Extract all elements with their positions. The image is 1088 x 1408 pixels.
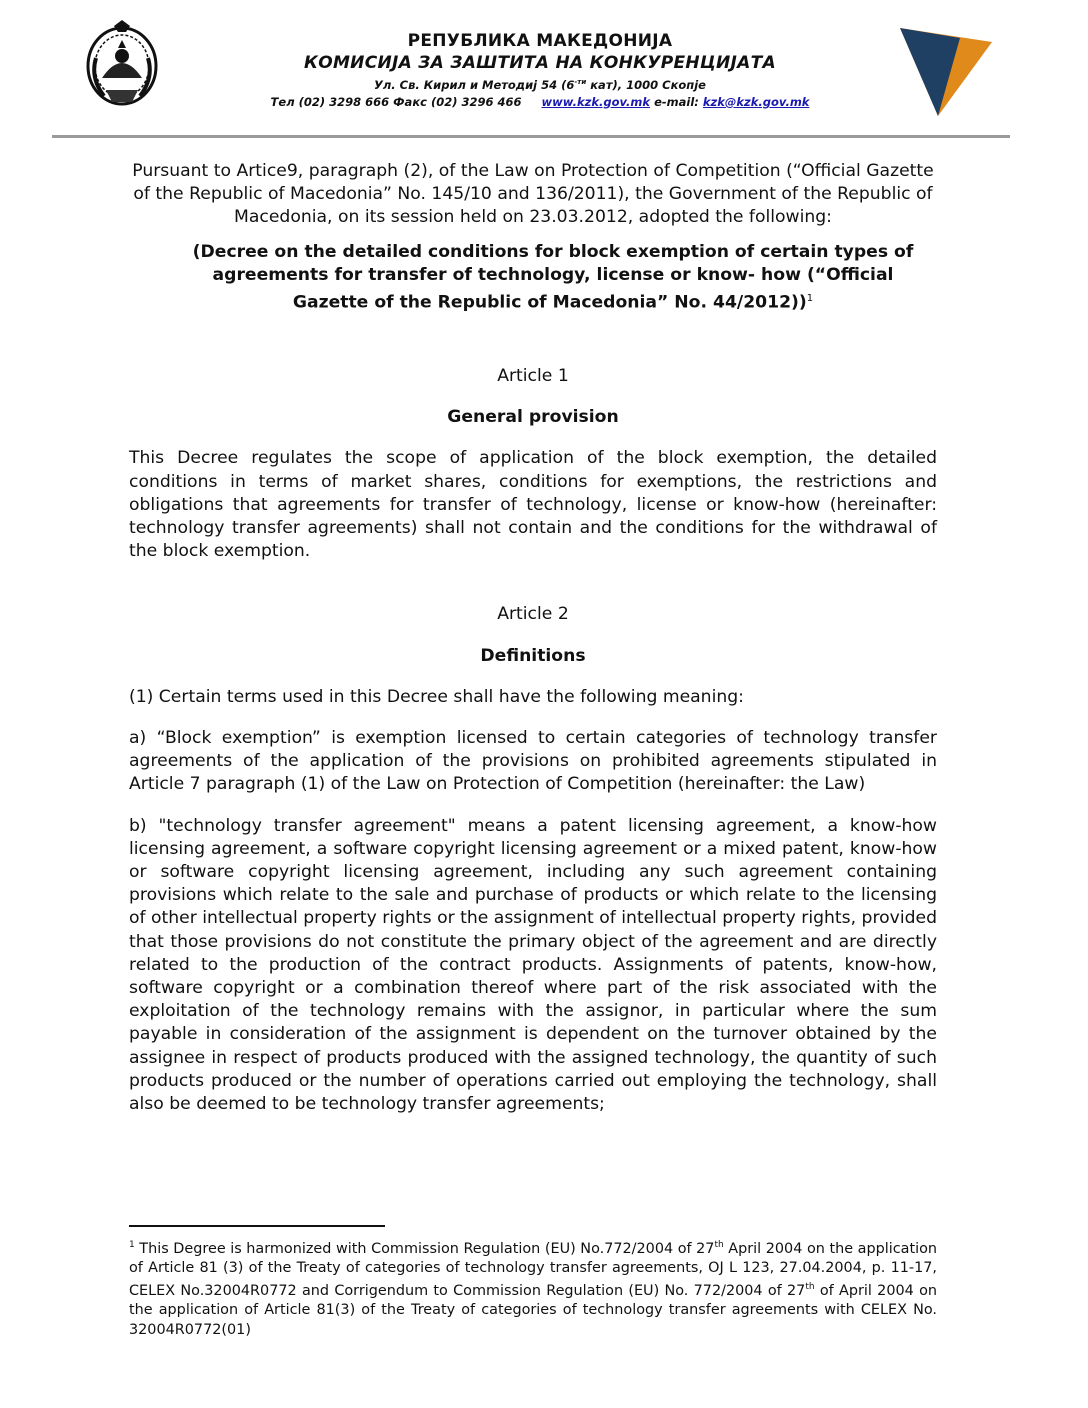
website-link[interactable]: www.kzk.gov.mk (541, 94, 651, 109)
article-2-item-b: b) "technology transfer agreement" means a patent licensing agreement, a know-how licensing agreement, a software copyright licensing agreement or a mixed patent, know-how or software copyright licensing agreement, including any such agreement containing provisions which relate to the sale and purchase of products or which relate to the licensing of other intellectual property rights or the assignment of intellectual property rights, provided that those provisions do not constitute the primary object of the agreement and are directly related to the production of the contract products. Assignments of patents, know-how, software copyright or a combination thereof where part of the risk associated with the exploitation of the technology remains with the assignor, in particular where the sum payable in consideration of the assignment is dependent on the turnover obtained by the assignee in respect of products produced with the assigned technology, the quantity of such products produced or the number of operations carried out employing the technology, shall also be deemed to be technology transfer agreements; (129, 815, 937, 1115)
footnote-mark: 1 (129, 1240, 135, 1250)
email-label: e-mail: (654, 94, 699, 109)
footnote: $^1$ This Degree is harmonized with Commission Regulation (EU) No.772/2004 of 27th April 2004 on the application of Article 81 (3) of the Treaty of categories of technology transfer agreements, OJ L 123, 27.04.2004, p. 11-17, CELEX No.32004R0772 and Corrigendum to Commission Regulation (EU) No. 772/2004 of 27th of April 2004 on the application of Article 81(3) of the Treaty of categories of technology transfer agreements with CELEX No. 32004R0772(01) (129, 1240, 938, 1338)
document-body (129, 160, 937, 1116)
article-1-number: Article 1 (497, 365, 569, 386)
letterhead-commission: КОМИСИЈА ЗА ЗАШТИТА НА КОНКУРЕНЦИЈАТА (304, 53, 776, 73)
article-2-paragraph-1: (1) Certain terms used in this Decree shall have the following meaning: (129, 686, 744, 707)
article-2-number: Article 2 (497, 604, 569, 625)
letterhead-divider (52, 135, 1010, 138)
letterhead-contacts (230, 94, 850, 111)
coat-of-arms-icon (82, 18, 162, 110)
footnote-divider (129, 1225, 385, 1227)
letterhead-country: РЕПУБЛИКА МАКЕДОНИЈА (407, 31, 673, 51)
footnote-ref[interactable]: 1 (806, 293, 814, 305)
letterhead-address: Ул. Св. Кирил и Методиј 54 ($6^{-ти}$ кат), 1000 Скопје (374, 77, 706, 92)
phone-fax: Тел (02) 3298 666 Факс (02) 3296 466 (270, 94, 522, 109)
letterhead-text (230, 30, 850, 111)
intro-paragraph: Pursuant to Artice9, paragraph (2), of the Law on Protection of Competition (“Official Gazette of the Republic of Macedonia” No. 145/10 and 136/2011), the Government of the Republic of Macedonia, on its session held on 23.03.2012, adopted the following: (132, 161, 934, 228)
letterhead (0, 0, 1088, 140)
article-2-item-a: a) “Block exemption” is exemption licensed to certain categories of technology transfer agreements of the application of the provisions on prohibited agreements stipulated in Article 7 paragraph (1) of the Law on Protection of Competition (hereinafter: the Law) (129, 727, 937, 795)
article-2-heading: Definitions (480, 645, 586, 666)
article-1-heading: General provision (447, 407, 619, 428)
decree-title: (Decree on the detailed conditions for block exemption of certain types of agreements for transfer of technology, license or know- how (“Official Gazette of the Republic of Macedonia” No. 44/2012))$^1$ (192, 241, 914, 313)
email-link[interactable]: kzk@kzk.gov.mk (702, 94, 810, 109)
commission-triangle-logo-icon (900, 24, 998, 116)
article-1-text: This Decree regulates the scope of application of the block exemption, the detailed conditions in terms of market shares, conditions for exemptions, the restrictions and obligations that agreements for transfer of technology, license or know-how (hereinafter: technology transfer agreements) shall not contain and the conditions for the withdrawal of the block exemption. (129, 448, 937, 562)
